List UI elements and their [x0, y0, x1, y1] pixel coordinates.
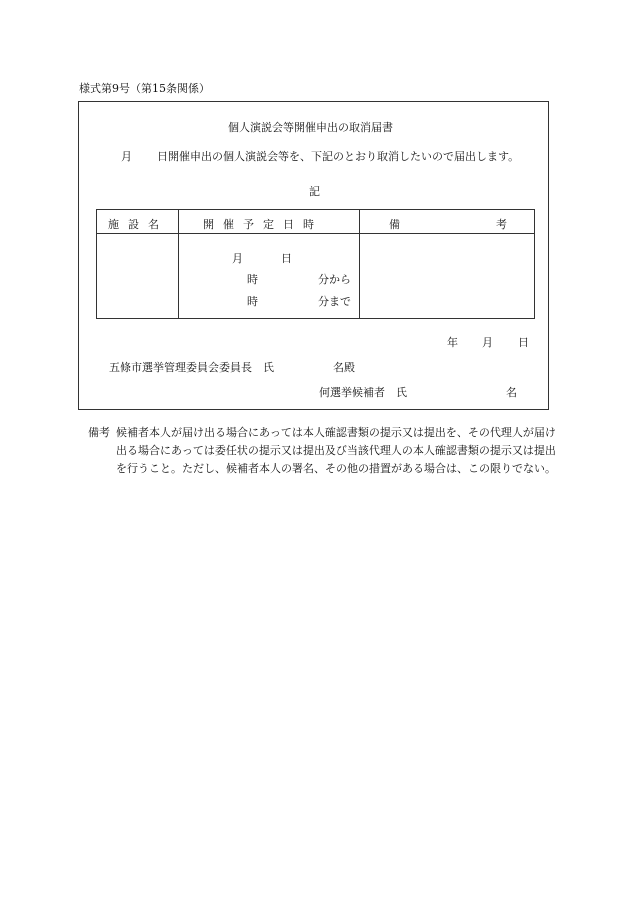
table-header-divider — [97, 233, 534, 234]
cell-hour-to: 時 — [247, 295, 258, 308]
note-heading: 備考 — [88, 426, 110, 439]
date-day: 日 — [518, 336, 529, 349]
header-remarks-2: 考 — [496, 218, 507, 231]
cell-minute-from: 分から — [318, 273, 351, 286]
cell-day: 日 — [281, 252, 292, 265]
note-text: 候補者本人が届け出る場合にあっては本人確認書類の提示又は提出を、その代理人が届け出る場合にあっては委任状の提示又は提出及び当該代理人の本人確認書類の提示又は提出を行うこと。ただし、候補者本人の署名、その他の措置がある場合は、この限りでない。 — [116, 426, 556, 475]
header-remarks-1: 備 — [389, 218, 400, 231]
date-year: 年 — [447, 336, 458, 349]
table-column-divider-1 — [178, 210, 179, 318]
signer-name-suffix: 名 — [506, 386, 517, 399]
addressee-honorific: 名殿 — [333, 361, 355, 374]
ki-heading: 記 — [309, 185, 320, 198]
date-month: 月 — [482, 336, 493, 349]
header-scheduled-datetime: 開催予定日時 — [203, 218, 323, 231]
cell-hour-from: 時 — [247, 273, 258, 286]
header-facility-name: 施設名 — [108, 218, 168, 231]
statement-month: 月 — [121, 150, 132, 163]
form-title: 個人演説会等開催申出の取消届書 — [228, 121, 393, 134]
form-number: 様式第9号（第15条関係） — [79, 82, 210, 95]
addressee-line: 五條市選挙管理委員会委員長 氏 — [109, 361, 274, 374]
table-column-divider-2 — [359, 210, 360, 318]
cell-month: 月 — [232, 252, 243, 265]
signer-line: 何選挙候補者 氏 — [319, 386, 407, 399]
statement-text: 日開催申出の個人演説会等を、下記のとおり取消したいので届出します。 — [157, 150, 520, 163]
cell-minute-to: 分まで — [318, 295, 351, 308]
